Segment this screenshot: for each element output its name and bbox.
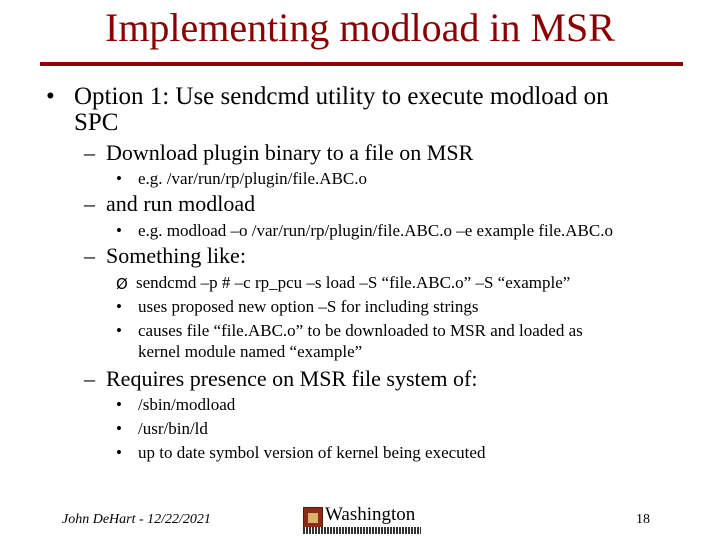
arrow-bullet-icon: Ø — [116, 275, 128, 293]
dash-marker: – — [84, 366, 95, 391]
bullet-option1: Option 1: Use sendcmd utility to execute modload on — [74, 83, 609, 110]
bullet-download: Download plugin binary to a file on MSR — [106, 140, 474, 165]
bullet-marker: • — [46, 83, 55, 110]
bullet-marker: • — [116, 221, 122, 240]
bullet-req-modload: /sbin/modload — [138, 395, 236, 414]
bullet-option1-cont: SPC — [74, 109, 119, 136]
bullet-requires: Requires presence on MSR file system of: — [106, 366, 478, 391]
bullet-download-example: e.g. /var/run/rp/plugin/file.ABC.o — [138, 169, 367, 188]
footer-author-date: John DeHart - 12/22/2021 — [62, 512, 211, 527]
page-number: 18 — [636, 512, 650, 527]
bullet-marker: • — [116, 169, 122, 188]
bullet-marker: • — [116, 297, 122, 316]
logo-wordmark: Washington — [325, 504, 416, 525]
bullet-and-run-example: e.g. modload –o /var/run/rp/plugin/file.ABC.o –e example file.ABC.o — [138, 221, 613, 240]
dash-marker: – — [84, 191, 95, 216]
bullet-marker: • — [116, 443, 122, 462]
dash-marker: – — [84, 243, 95, 268]
dash-marker: – — [84, 140, 95, 165]
bullet-marker: • — [116, 395, 122, 414]
logo-subtitle — [303, 527, 421, 534]
bullet-uses: uses proposed new option –S for including strings — [138, 297, 479, 316]
slide-title: Implementing modload in MSR — [105, 5, 615, 50]
bullet-req-ld: /usr/bin/ld — [138, 419, 208, 438]
bullet-req-symbols: up to date symbol version of kernel being executed — [138, 443, 486, 462]
bullet-causes: causes file “file.ABC.o” to be downloaded to MSR and loaded as — [138, 321, 583, 340]
university-logo — [303, 505, 421, 535]
bullet-marker: • — [116, 321, 122, 340]
bullet-sendcmd: sendcmd –p # –c rp_pcu –s load –S “file.ABC.o” –S “example” — [136, 273, 571, 292]
bullet-causes-cont: kernel module named “example” — [138, 342, 363, 361]
bullet-and-run: and run modload — [106, 191, 256, 216]
title-rule — [40, 62, 683, 66]
bullet-something-like: Something like: — [106, 243, 246, 268]
bullet-marker: • — [116, 419, 122, 438]
